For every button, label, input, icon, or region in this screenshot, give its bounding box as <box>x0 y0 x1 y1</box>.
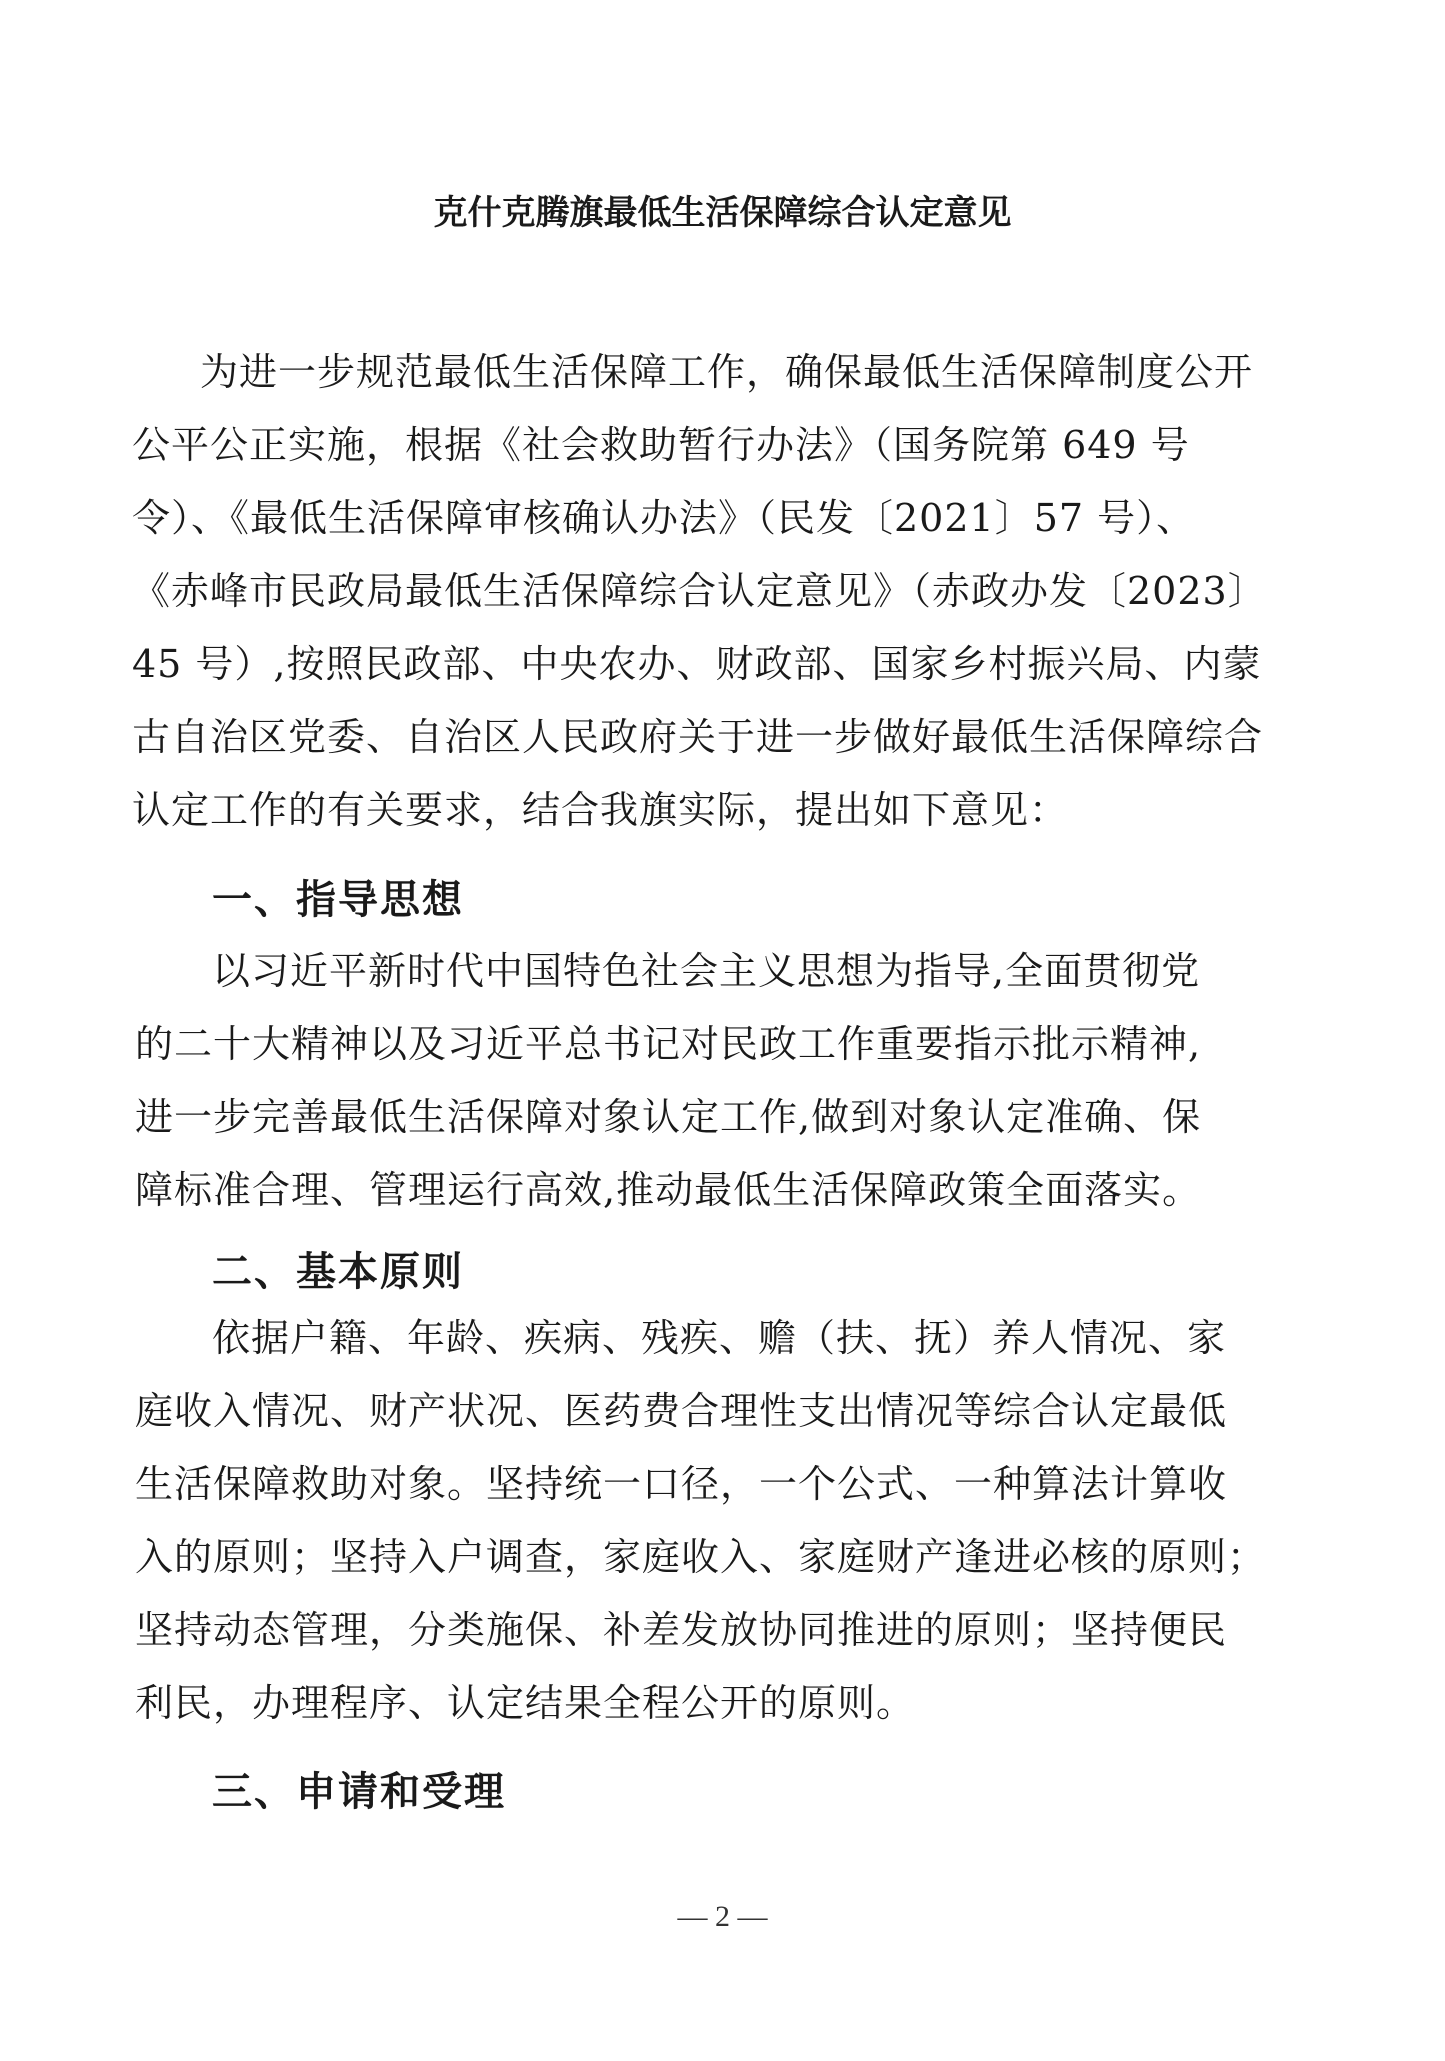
document-title: 克什克腾旗最低生活保障综合认定意见 <box>433 193 1012 233</box>
section-1-line: 进一步完善最低生活保障对象认定工作,做到对象认定准确、保 <box>135 1095 1202 1139</box>
intro-line: 令）、《最低生活保障审核确认办法》（民发〔2021〕57 号）、 <box>132 496 1196 540</box>
section-2-line: 庭收入情况、财产状况、医药费合理性支出情况等综合认定最低 <box>135 1389 1228 1433</box>
intro-line: 为进一步规范最低生活保障工作，确保最低生活保障制度公开 <box>200 350 1254 394</box>
section-1-line: 的二十大精神以及习近平总书记对民政工作重要指示批示精神, <box>135 1022 1202 1066</box>
section-2-line: 利民，办理程序、认定结果全程公开的原则。 <box>135 1681 916 1725</box>
intro-line: 《赤峰市民政局最低生活保障综合认定意见》（赤政办发〔2023〕 <box>132 569 1267 613</box>
section-heading-basic-principles: 二、基本原则 <box>212 1249 464 1295</box>
section-2-line: 入的原则；坚持入户调查，家庭收入、家庭财产逢进必核的原则； <box>135 1535 1267 1579</box>
section-2-line: 生活保障救助对象。坚持统一口径，一个公式、一种算法计算收 <box>135 1462 1228 1506</box>
section-2-line: 坚持动态管理，分类施保、补差发放协同推进的原则；坚持便民 <box>135 1608 1228 1652</box>
page-number: — 2 — <box>677 1900 768 1933</box>
section-heading-application-acceptance: 三、申请和受理 <box>212 1769 506 1815</box>
section-1-line: 以习近平新时代中国特色社会主义思想为指导,全面贯彻党 <box>212 949 1201 993</box>
intro-line: 45 号）,按照民政部、中央农办、财政部、国家乡村振兴局、内蒙 <box>132 642 1262 686</box>
intro-line: 古自治区党委、自治区人民政府关于进一步做好最低生活保障综合 <box>132 715 1264 759</box>
section-1-line: 障标准合理、管理运行高效,推动最低生活保障政策全面落实。 <box>135 1168 1202 1212</box>
intro-line: 公平公正实施，根据《社会救助暂行办法》（国务院第 649 号 <box>132 423 1190 467</box>
intro-line: 认定工作的有关要求，结合我旗实际，提出如下意见： <box>132 788 1069 832</box>
section-2-line: 依据户籍、年龄、疾病、残疾、赡（扶、抚）养人情况、家 <box>212 1316 1227 1360</box>
section-heading-guiding-ideology: 一、指导思想 <box>212 877 464 923</box>
